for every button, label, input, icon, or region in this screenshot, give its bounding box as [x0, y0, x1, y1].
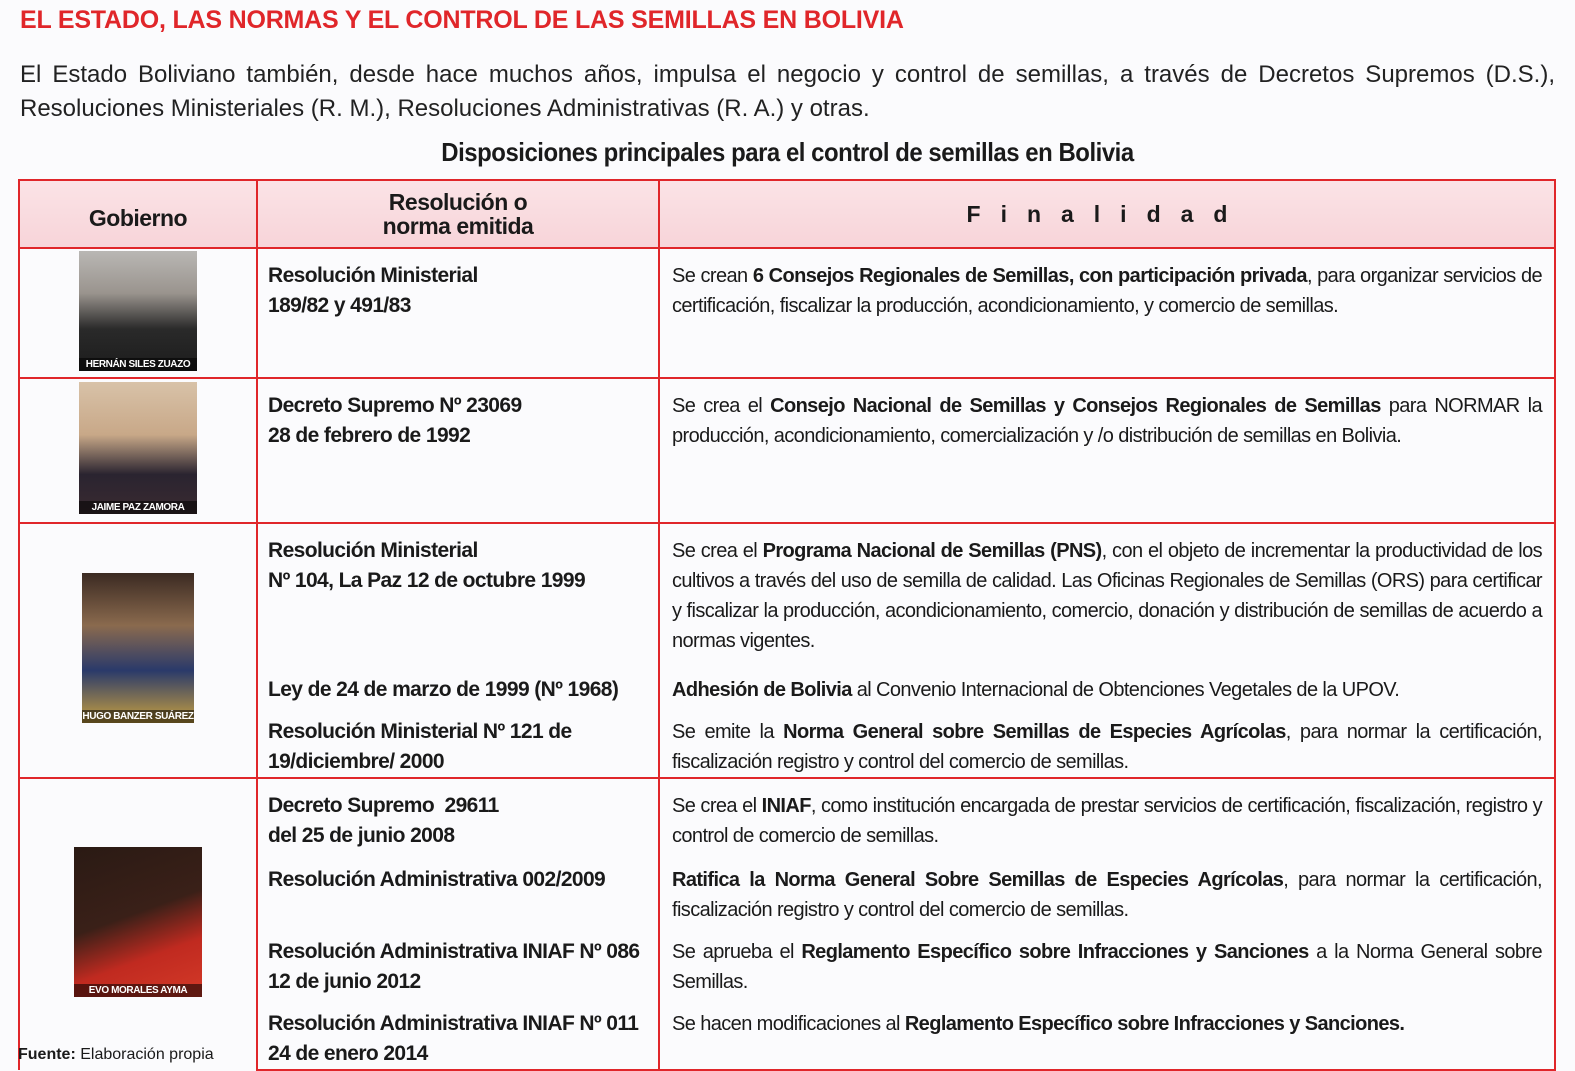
norma-line: Ley de 24 de marzo de 1999 (Nº 1968) — [268, 678, 619, 701]
norma-line: 19/diciembre/ 2000 — [268, 750, 444, 773]
finalidad-highlight: Adhesión de Bolivia — [672, 679, 852, 701]
finalidad-cell — [659, 248, 1555, 378]
finalidad-cell — [659, 378, 1555, 523]
norma-cell — [257, 248, 659, 378]
finalidad-highlight: Reglamento Específico sobre Infracciones y Sanciones. — [904, 1013, 1405, 1035]
finalidad-highlight: Programa Nacional de Semillas (PNS) — [762, 540, 1102, 562]
norma-cell — [257, 853, 659, 925]
norma-line: Resolución Ministerial — [268, 539, 478, 562]
finalidad-cell — [659, 853, 1555, 925]
intro-paragraph: El Estado Boliviano también, desde hace muchos años, impulsa el negocio y control de semillas, a través de Decretos Supremos (D.S.), Resoluciones Ministeriales (R. M.), Resoluciones Administrativas (R. A.) y otras. — [20, 61, 1555, 122]
finalidad-text: Se crea el — [672, 395, 771, 417]
finalidad-cell — [659, 925, 1555, 997]
header-resolucion-line2: norma emitida — [382, 213, 534, 239]
finalidad-text: , para normar la certificación, fiscalización registro y control del comercio de semillas. — [672, 721, 1542, 773]
finalidad-text: Se emite la — [672, 721, 784, 743]
norma-cell — [257, 378, 659, 523]
norma-line: Resolución Administrativa 002/2009 — [268, 868, 606, 891]
president-photo — [79, 251, 197, 371]
norma-line: 24 de enero 2014 — [268, 1042, 428, 1065]
finalidad-text: para NORMAR la producción, acondicionamiento, comercialización y /o distribución de semillas en Bolivia. — [672, 395, 1542, 447]
finalidad-highlight: 6 Consejos Regionales de Semillas, con participación privada — [752, 265, 1307, 287]
table-row — [19, 248, 1555, 378]
source-label: Fuente: — [18, 1046, 76, 1063]
finalidad-highlight: Reglamento Específico sobre Infracciones y Sanciones — [801, 941, 1309, 963]
finalidad-cell — [659, 705, 1555, 778]
finalidad-text: , para organizar servicios de certificación, fiscalizar la producción, acondicionamiento, y comercio de semillas. — [672, 265, 1542, 317]
norma-line: Decreto Supremo Nº 23069 — [268, 394, 522, 417]
president-photo — [82, 573, 194, 723]
president-name: EVO MORALES AYMA — [74, 984, 202, 997]
table-row — [19, 523, 1555, 663]
president-name: JAIME PAZ ZAMORA — [79, 501, 197, 514]
norma-cell — [257, 523, 659, 663]
president-photo — [79, 382, 197, 514]
finalidad-text: Se crea el — [672, 540, 763, 562]
norma-cell — [257, 663, 659, 705]
header-resolucion-line1: Resolución o — [388, 189, 528, 215]
finalidad-highlight: Consejo Nacional de Semillas y Consejos Regionales de Semillas — [770, 395, 1381, 417]
finalidad-cell — [659, 997, 1555, 1070]
finalidad-text: , como institución encargada de prestar servicios de certificación, fiscalización, registro y control de comercio de semillas. — [672, 795, 1542, 847]
finalidad-text: , para normar la certificación, fiscalización registro y control del comercio de semillas. — [672, 869, 1542, 921]
finalidad-cell — [659, 663, 1555, 705]
finalidad-cell — [659, 523, 1555, 663]
norma-line: Resolución Administrativa INIAF Nº 011 — [268, 1012, 639, 1035]
section-title: EL ESTADO, LAS NORMAS Y EL CONTROL DE LAS SEMILLAS EN BOLIVIA — [20, 6, 904, 34]
finalidad-text: Se crea el — [672, 795, 762, 817]
finalidad-text: a la Norma General sobre Semillas. — [672, 941, 1542, 993]
table-row — [19, 378, 1555, 523]
gobierno-cell — [19, 523, 257, 778]
norma-cell — [257, 778, 659, 853]
header-gobierno: Gobierno — [19, 180, 257, 248]
norma-cell — [257, 705, 659, 778]
norma-line: 189/82 y 491/83 — [268, 294, 411, 317]
gobierno-cell — [19, 378, 257, 523]
source-note — [18, 1046, 214, 1064]
header-finalidad: Finalidad — [659, 180, 1555, 248]
norma-line: del 25 de junio 2008 — [268, 824, 455, 847]
finalidad-cell — [659, 778, 1555, 853]
gobierno-cell — [19, 248, 257, 378]
gobierno-cell — [19, 778, 257, 1070]
president-name: HERNÁN SILES ZUAZO — [79, 358, 197, 371]
norma-cell — [257, 925, 659, 997]
norma-line: 12 de junio 2012 — [268, 970, 421, 993]
finalidad-highlight: Norma General sobre Semillas de Especies Agrícolas — [783, 721, 1286, 743]
regulations-table — [18, 179, 1556, 1071]
norma-line: Resolución Ministerial — [268, 264, 478, 287]
finalidad-text: , con el objeto de incrementar la productividad de los cultivos a través del uso de semilla de calidad. Las Oficinas Regionales de Semillas (ORS) para certificar y fiscalizar la producción, acondicionamiento, comercio, donación y distribución de semillas de acuerdo a normas vigentes. — [672, 540, 1542, 652]
norma-cell — [257, 997, 659, 1070]
norma-line: 28 de febrero de 1992 — [268, 424, 471, 447]
header-resolucion — [257, 180, 659, 248]
president-name: HUGO BANZER SUÁREZ — [82, 711, 194, 722]
finalidad-highlight: INIAF — [761, 795, 811, 817]
table-caption: Disposiciones principales para el control de semillas en Bolivia — [441, 137, 1134, 167]
finalidad-text: Se aprueba el — [672, 941, 802, 963]
finalidad-highlight: Ratifica la Norma General Sobre Semillas de Especies Agrícolas — [672, 869, 1284, 891]
president-photo — [74, 847, 202, 997]
norma-line: Decreto Supremo 29611 — [268, 794, 499, 817]
finalidad-text: Se crean — [672, 265, 753, 287]
norma-line: Resolución Administrativa INIAF Nº 086 — [268, 940, 640, 963]
source-text: Elaboración propia — [75, 1046, 214, 1063]
table-row — [19, 778, 1555, 853]
norma-line: Resolución Ministerial Nº 121 de — [268, 720, 572, 743]
norma-line: Nº 104, La Paz 12 de octubre 1999 — [268, 569, 586, 592]
finalidad-text: Se hacen modificaciones al — [672, 1013, 905, 1035]
finalidad-text: al Convenio Internacional de Obtenciones Vegetales de la UPOV. — [851, 679, 1400, 701]
table-header-row — [19, 180, 1555, 248]
